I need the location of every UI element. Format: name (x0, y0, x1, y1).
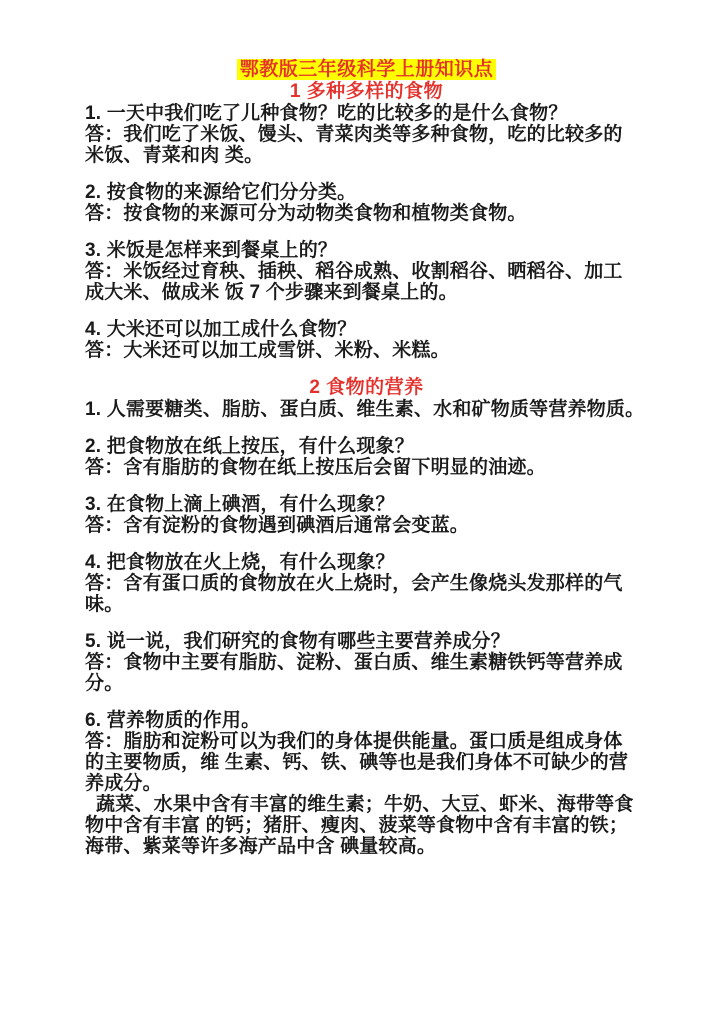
text-line: 3. 米饭是怎样来到餐桌上的？ (85, 240, 338, 261)
qa-block (85, 494, 648, 536)
qa-block (85, 710, 648, 857)
text-line: 答：含有蛋口质的食物放在火上烧时，会产生像烧头发那样的气 (85, 573, 623, 594)
text-line: 1. 人需要糖类、脂肪、蛋白质、维生素、水和矿物质等营养物质。 (85, 399, 645, 420)
text-line: 4. 大米还可以加工成什么食物？ (85, 319, 357, 340)
text-line: 味。 (85, 594, 124, 615)
qa-block (85, 552, 648, 615)
text-line: 成大米、做成米 饭 7 个步骤来到餐桌上的。 (85, 282, 458, 303)
qa-block (85, 182, 648, 224)
document-body (85, 81, 648, 857)
text-line: 海带、紫菜等许多海产品中含 碘量较高。 (85, 836, 437, 857)
text-line: 答：大米还可以加工成雪饼、米粉、米糕。 (85, 340, 450, 361)
text-line: 答：含有脂肪的食物在纸上按压后会留下明显的油迹。 (85, 457, 546, 478)
text-line: 2. 把食物放在纸上按压，有什么现象？ (85, 436, 414, 457)
qa-block (85, 103, 648, 166)
text-line: 蔬菜、水果中含有丰富的维生素；牛奶、大豆、虾米、海带等食 (85, 794, 634, 815)
section-heading: 2 食物的营养 (309, 377, 424, 398)
text-line: 答：食物中主要有脂肪、淀粉、蛋白质、维生素糖铁钙等营养成 (85, 652, 623, 673)
text-line: 分。 (85, 673, 124, 694)
text-line: 答：按食物的来源可分为动物类食物和植物类食物。 (85, 203, 527, 224)
text-line: 答：脂肪和淀粉可以为我们的身体提供能量。蛋口质是组成身体 (85, 731, 623, 752)
qa-block (85, 436, 648, 478)
section-heading: 1 多种多样的食物 (289, 81, 444, 102)
text-line: 5. 说一说，我们研究的食物有哪些主要营养成分？ (85, 631, 510, 652)
document-title-row (85, 59, 648, 80)
text-line: 1. 一天中我们吃了儿种食物？吃的比较多的是什么食物？ (85, 103, 568, 124)
qa-block (85, 240, 648, 303)
text-line: 2. 按食物的来源给它们分分类。 (85, 182, 357, 203)
text-line: 6. 营养物质的作用。 (85, 710, 261, 731)
qa-block (85, 399, 648, 420)
text-line: 答：我们吃了米饭、馒头、青菜肉类等多种食物，吃的比较多的 (85, 124, 623, 145)
qa-block (85, 319, 648, 361)
text-line: 的主要物质，维 生素、钙、铁、碘等也是我们身体不可缺少的营 (85, 752, 629, 773)
text-line: 养成分。 (85, 773, 162, 794)
document-title: 鄂教版三年级科学上册知识点 (237, 59, 497, 80)
text-line: 米饭、青菜和肉 类。 (85, 145, 264, 166)
qa-block (85, 631, 648, 694)
text-line: 答：含有淀粉的食物遇到碘酒后通常会变蓝。 (85, 515, 470, 536)
text-line: 物中含有丰富 的钙；猪肝、瘦肉、菠菜等食物中含有丰富的铁； (85, 815, 629, 836)
text-line: 3. 在食物上滴上碘酒，有什么现象？ (85, 494, 395, 515)
text-line: 答：米饭经过育秧、插秧、稻谷成熟、收割稻谷、晒稻谷、加工 (85, 261, 623, 282)
text-line: 4. 把食物放在火上烧，有什么现象？ (85, 552, 395, 573)
